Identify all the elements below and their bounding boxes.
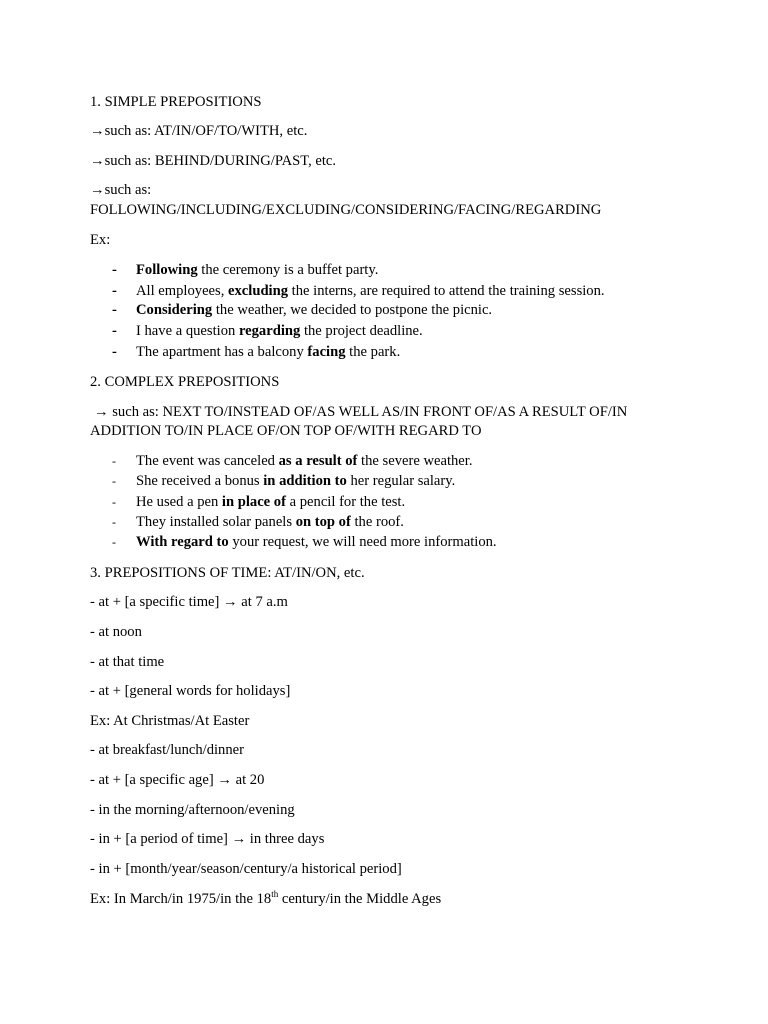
list-item: Following the ceremony is a buffet party. bbox=[136, 262, 379, 278]
time-line-9: - in + [a period of time] → in three days bbox=[90, 831, 325, 847]
section-2-heading: 2. COMPLEX PREPOSITIONS bbox=[90, 374, 280, 390]
s2-line-2: ADDITION TO/IN PLACE OF/ON TOP OF/WITH REGARD TO bbox=[90, 423, 482, 439]
arrow-icon: → bbox=[90, 182, 105, 198]
time-line-7: - at + [a specific age] → at 20 bbox=[90, 772, 265, 788]
s1-line-3: →such as: bbox=[90, 182, 152, 198]
time-line-2: - at noon bbox=[90, 624, 142, 640]
s1-line-3-cont: FOLLOWING/INCLUDING/EXCLUDING/CONSIDERING/FACING/REGARDING bbox=[90, 202, 602, 218]
time-line-1: - at + [a specific time] → at 7 a.m bbox=[90, 594, 288, 610]
list-item: The event was canceled as a result of the severe weather. bbox=[136, 453, 473, 469]
arrow-icon: → bbox=[90, 153, 105, 169]
bullet-dash: - bbox=[112, 344, 117, 360]
time-line-3: - at that time bbox=[90, 654, 165, 670]
list-item: All employees, excluding the interns, are required to attend the training session. bbox=[136, 283, 605, 299]
s1-line-1: →such as: AT/IN/OF/TO/WITH, etc. bbox=[90, 123, 308, 139]
arrow-icon: → bbox=[217, 772, 232, 788]
bullet-dash: - bbox=[112, 515, 116, 529]
bullet-dash: - bbox=[112, 474, 116, 488]
time-line-6: - at breakfast/lunch/dinner bbox=[90, 742, 244, 758]
arrow-icon: → bbox=[94, 404, 109, 420]
list-item: He used a pen in place of a pencil for the test. bbox=[136, 494, 406, 510]
time-line-4: - at + [general words for holidays] bbox=[90, 683, 291, 699]
bullet-dash: - bbox=[112, 262, 117, 278]
time-line-5: Ex: At Christmas/At Easter bbox=[90, 713, 250, 729]
section-1-heading: 1. SIMPLE PREPOSITIONS bbox=[90, 94, 262, 110]
bullet-dash: - bbox=[112, 302, 117, 318]
list-item: With regard to your request, we will need more information. bbox=[136, 534, 497, 550]
arrow-icon: → bbox=[90, 123, 105, 139]
time-line-8: - in the morning/afternoon/evening bbox=[90, 802, 295, 818]
arrow-icon: → bbox=[223, 594, 238, 610]
bullet-dash: - bbox=[112, 283, 117, 299]
s1-line-2: →such as: BEHIND/DURING/PAST, etc. bbox=[90, 153, 337, 169]
bullet-dash: - bbox=[112, 454, 116, 468]
section-3-heading: 3. PREPOSITIONS OF TIME: AT/IN/ON, etc. bbox=[90, 565, 365, 581]
list-item: They installed solar panels on top of the roof. bbox=[136, 514, 404, 530]
bullet-dash: - bbox=[112, 495, 116, 509]
time-line-11: Ex: In March/in 1975/in the 18th century/in the Middle Ages bbox=[90, 889, 442, 907]
list-item: The apartment has a balcony facing the park. bbox=[136, 344, 401, 360]
list-item: I have a question regarding the project deadline. bbox=[136, 323, 423, 339]
arrow-icon: → bbox=[231, 831, 247, 847]
time-line-10: - in + [month/year/season/century/a historical period] bbox=[90, 861, 402, 877]
bullet-dash: - bbox=[112, 535, 116, 549]
bullet-dash: - bbox=[112, 323, 117, 339]
s1-ex-label: Ex: bbox=[90, 232, 111, 248]
s2-line-1: → such as: NEXT TO/INSTEAD OF/AS WELL AS/IN FRONT OF/AS A RESULT OF/IN bbox=[94, 404, 628, 420]
list-item: She received a bonus in addition to her regular salary. bbox=[136, 473, 456, 489]
list-item: Considering the weather, we decided to postpone the picnic. bbox=[136, 302, 493, 318]
